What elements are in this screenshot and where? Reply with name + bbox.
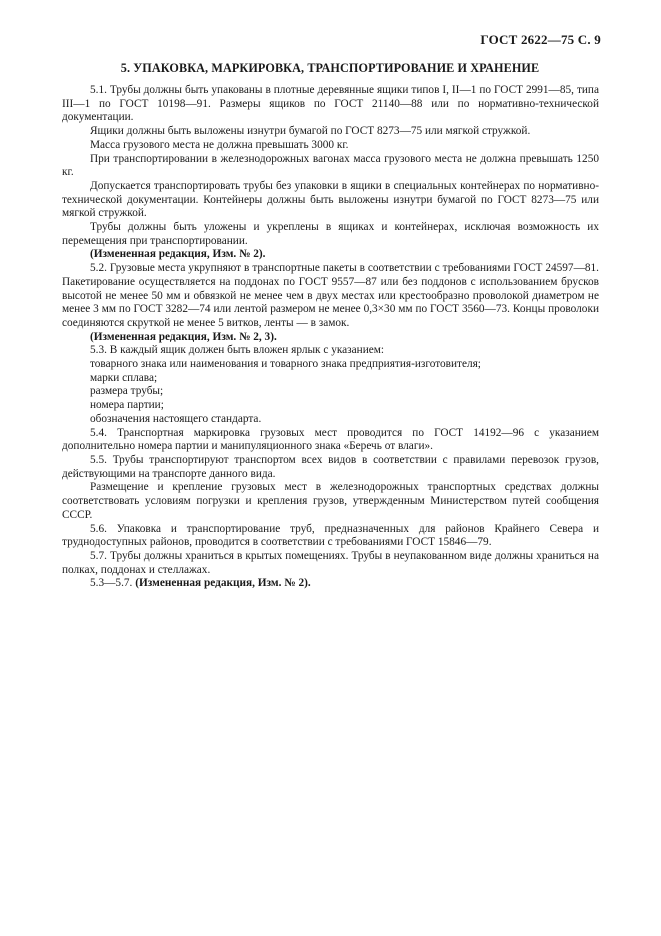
amendment-summary-range: 5.3—5.7. [90,577,133,590]
label-item-size: размера трубы; [90,385,164,398]
paragraph-5-3: 5.3. В каждый ящик должен быть вложен ярлык с указанием: [90,344,385,357]
paragraph-containers: Допускается транспортировать трубы без упаковки в ящики в специальных контейнерах по нормативно-технической документации. Контейнеры должны быть выложены изнутри бумагой по ГОСТ 8273—75 или мягкой стружкой. [62,179,599,220]
paragraph-5-1: 5.1. Трубы должны быть упакованы в плотные деревянные ящики типов I, II—1 по ГОСТ 2991—85, типа III—1 по ГОСТ 10198—91. Размеры ящиков по ГОСТ 21140—88 или по нормативно-технической документации. [62,84,599,124]
amendment-summary-note: (Измененная редакция, Изм. № 2). [135,577,311,590]
paragraph-fixing: Трубы должны быть уложены и укреплены в ящиках и контейнерах, исключая возможность их перемещения при транспортировании. [62,221,599,247]
label-item-batch: номера партии; [90,399,164,412]
paragraph-5-2: 5.2. Грузовые места укрупняют в транспортные пакеты в соответствии с требованиями ГОСТ 24597—81. Пакетирование осуществляется на поддонах по ГОСТ 9557—87 или без поддонов с использованием брусков высотой не менее 50 мм и обвязкой не менее чем в двух местах или крестообразно проволокой диаметром не менее 3 мм по ГОСТ 3282—74 или лентой размером не менее 0,3×30 мм по ГОСТ 3560—73. Концы проволоки соединяются скруткой не менее 5 витков, ленты — в замок. [62,262,599,329]
paragraph-5-5: 5.5. Трубы транспортируют транспортом всех видов в соответствии с правилами перевозок грузов, действующими на транспорте данного вида. [62,453,599,480]
amendment-note-2-3: (Измененная редакция, Изм. № 2, 3). [90,330,277,343]
label-item-trademark: товарного знака или наименования и товарного знака предприятия-изготовителя; [90,358,481,371]
paragraph-mass-limit: Масса грузового места не должна превышать 3000 кг. [90,138,349,151]
running-header: ГОСТ 2622—75 С. 9 [480,32,601,47]
amendment-summary [62,577,599,591]
paragraph-rail-fixing: Размещение и крепление грузовых мест в железнодорожных транспортных средствах должны соответствовать условиям погрузки и крепления грузов, утвержденным Министерством путей сообщения СССР. [62,481,599,521]
section-body [62,84,599,591]
label-item-alloy: марки сплава; [90,371,158,384]
section-title: 5. УПАКОВКА, МАРКИРОВКА, ТРАНСПОРТИРОВАНИЕ И ХРАНЕНИЕ [120,61,540,75]
paragraph-5-4: 5.4. Транспортная маркировка грузовых мест проводится по ГОСТ 14192—96 с указанием дополнительно номера партии и манипуляционного знака «Беречь от влаги». [62,426,599,453]
amendment-note-2: (Измененная редакция, Изм. № 2). [90,248,266,261]
paragraph-5-7: 5.7. Трубы должны храниться в крытых помещениях. Трубы в неупакованном виде должны храниться на полках, поддонах и стеллажах. [62,549,599,576]
paragraph-5-6: 5.6. Упаковка и транспортирование труб, предназначенных для районов Крайнего Севера и труднодоступных районов, проводится в соответствии с требованиями ГОСТ 15846—79. [62,522,599,549]
paragraph-boxes-lining: Ящики должны быть выложены изнутри бумагой по ГОСТ 8273—75 или мягкой стружкой. [90,125,531,138]
label-item-standard: обозначения настоящего стандарта. [90,412,262,425]
paragraph-rail-mass: При транспортировании в железнодорожных вагонах масса грузового места не должна превышать 1250 кг. [62,152,599,179]
